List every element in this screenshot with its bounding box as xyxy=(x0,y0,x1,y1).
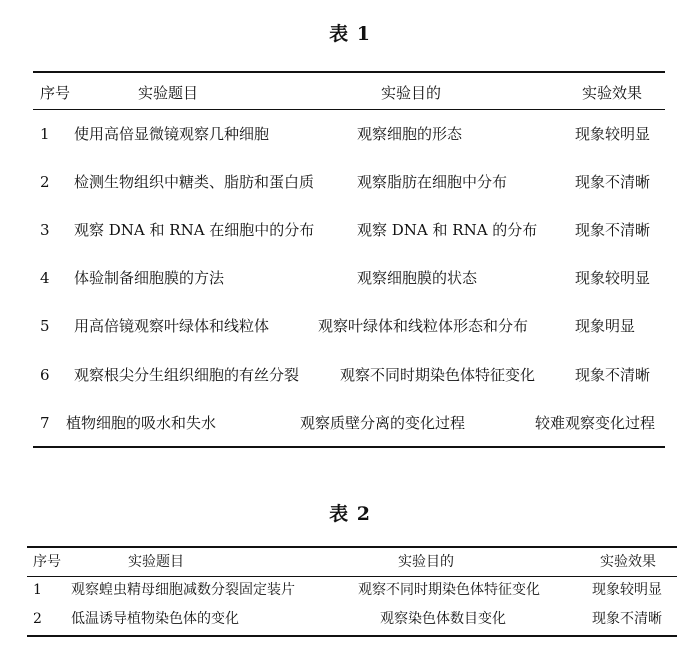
table1-row-4-topic: 体验制备细胞膜的方法 xyxy=(74,269,225,287)
table1-row-7-index: 7 xyxy=(40,414,50,432)
table1-row-3-effect: 现象不清晰 xyxy=(575,221,651,239)
table2-row-1-index: 1 xyxy=(33,582,42,598)
table1-row-4-purpose: 观察细胞膜的状态 xyxy=(357,269,478,287)
table2-top-rule xyxy=(27,546,677,548)
table1-header-topic: 实验题目 xyxy=(138,84,199,102)
table1-row-2-topic: 检测生物组织中糖类、脂肪和蛋白质 xyxy=(74,173,315,191)
table1-title: 表 1 xyxy=(329,23,371,45)
table1-row-6-index: 6 xyxy=(40,366,50,384)
table1-row-7-purpose: 观察质壁分离的变化过程 xyxy=(300,414,466,432)
table2-header-effect: 实验效果 xyxy=(600,554,656,570)
table1-bottom-rule xyxy=(33,446,665,448)
table1-row-7-topic: 植物细胞的吸水和失水 xyxy=(66,414,217,432)
table2-header-index: 序号 xyxy=(33,554,61,570)
table2-row-2-purpose: 观察染色体数目变化 xyxy=(380,611,506,627)
table1-row-3-index: 3 xyxy=(40,221,50,239)
table1-row-1-topic: 使用高倍显微镜观察几种细胞 xyxy=(74,125,270,143)
table2-row-1-purpose: 观察不同时期染色体特征变化 xyxy=(358,582,540,598)
table2-row-2-topic: 低温诱导植物染色体的变化 xyxy=(71,611,239,627)
table1-header-rule xyxy=(33,109,665,110)
table1-top-rule xyxy=(33,71,665,73)
table1-row-1-effect: 现象较明显 xyxy=(575,125,651,143)
table1-row-4-index: 4 xyxy=(40,269,50,287)
table2-header-topic: 实验题目 xyxy=(128,554,184,570)
table1-row-1-index: 1 xyxy=(40,125,50,143)
table1-header-index: 序号 xyxy=(40,84,71,102)
table1-row-5-effect: 现象明显 xyxy=(575,317,636,335)
table1-row-6-topic: 观察根尖分生组织细胞的有丝分裂 xyxy=(74,366,300,384)
table1-row-2-purpose: 观察脂肪在细胞中分布 xyxy=(357,173,508,191)
table1-row-5-index: 5 xyxy=(40,317,50,335)
table1-row-3-purpose: 观察 DNA 和 RNA 的分布 xyxy=(357,221,538,239)
table1-row-1-purpose: 观察细胞的形态 xyxy=(357,125,463,143)
table1-row-5-topic: 用高倍镜观察叶绿体和线粒体 xyxy=(74,317,270,335)
table2-row-2-index: 2 xyxy=(33,611,42,627)
table2-header-purpose: 实验目的 xyxy=(398,554,454,570)
table1-row-7-effect: 较难观察变化过程 xyxy=(535,414,656,432)
table1-row-6-purpose: 观察不同时期染色体特征变化 xyxy=(340,366,536,384)
table1-row-6-effect: 现象不清晰 xyxy=(575,366,651,384)
table2-row-1-effect: 现象较明显 xyxy=(592,582,662,598)
table2-header-rule xyxy=(27,576,677,577)
table2-bottom-rule xyxy=(27,635,677,637)
table1-header-purpose: 实验目的 xyxy=(381,84,442,102)
table1-row-4-effect: 现象较明显 xyxy=(575,269,651,287)
table1-header-effect: 实验效果 xyxy=(582,84,643,102)
table1-row-5-purpose: 观察叶绿体和线粒体形态和分布 xyxy=(318,317,529,335)
table2-row-1-topic: 观察蝗虫精母细胞减数分裂固定装片 xyxy=(71,582,295,598)
table2-row-2-effect: 现象不清晰 xyxy=(592,611,662,627)
table1-row-3-topic: 观察 DNA 和 RNA 在细胞中的分布 xyxy=(74,221,315,239)
table1-row-2-effect: 现象不清晰 xyxy=(575,173,651,191)
table1-row-2-index: 2 xyxy=(40,173,50,191)
table2-title: 表 2 xyxy=(329,503,371,525)
